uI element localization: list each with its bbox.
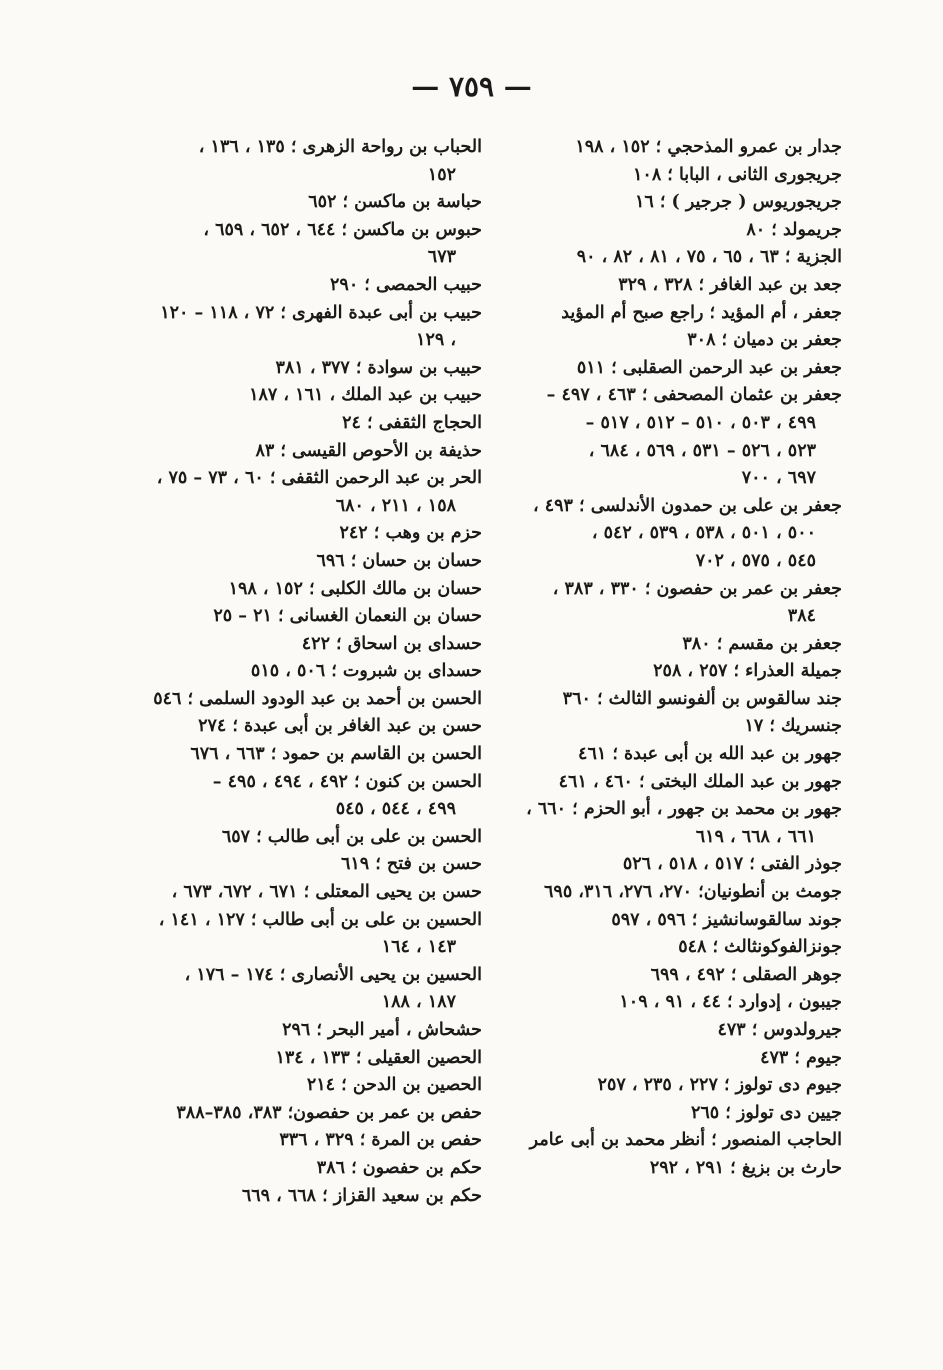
index-entry xyxy=(502,686,842,714)
index-entry-text: جعفر ، أم المؤيد ؛ راجع صبح أم المؤيد xyxy=(561,302,842,323)
index-entry-text: جهور بن عبد الله بن أبى عبدة ؛ ٤٦١ xyxy=(578,744,842,765)
index-entry xyxy=(502,189,842,217)
index-entry-text: جنسريك ؛ ١٧ xyxy=(744,716,842,737)
index-entry-text: حبوس بن ماكسن ؛ ٦٤٤ ، ٦٥٢ ، ٦٥٩ ، xyxy=(203,219,482,240)
index-entry xyxy=(502,851,842,879)
index-entry xyxy=(140,548,482,576)
index-entry-text: جهور بن عبد الملك البختى ؛ ٤٦٠ ، ٤٦١ xyxy=(558,771,842,792)
index-entry-text: جعفر بن عمر بن حفصون ؛ ٣٣٠ ، ٣٨٣ ، xyxy=(552,578,842,599)
index-entry-text: حسن بن فتح ؛ ٦١٩ xyxy=(340,854,482,875)
index-entry-text: حسان بن مالك الكلبى ؛ ١٥٢ ، ١٩٨ xyxy=(228,578,482,599)
index-entry-text: حفص بن عمر بن حفصون؛ ٣٨٣، ٣٨٥–٣٨٨ xyxy=(176,1102,482,1123)
index-entry xyxy=(502,244,842,272)
index-entry xyxy=(502,300,842,328)
index-entry-text: حسن بن يحيى المعتلى ؛ ٦٧١ ، ٦٧٢، ٦٧٣ ، xyxy=(171,882,482,903)
index-entry xyxy=(502,631,842,659)
index-entry xyxy=(140,851,482,879)
index-entry xyxy=(140,1183,482,1211)
index-entry xyxy=(140,713,482,741)
index-entry xyxy=(502,879,842,907)
index-entry xyxy=(140,631,482,659)
index-entry-text: الحسن بن أحمد بن عبد الودود السلمى ؛ ٥٤٦ xyxy=(153,688,482,709)
index-entry xyxy=(140,962,482,1017)
index-entry xyxy=(140,355,482,383)
index-entry-continuation: ٦٦١ ، ٦٦٨ ، ٦١٩ xyxy=(695,826,816,847)
page-number: — ٧٥٩ — xyxy=(411,70,532,103)
index-entry xyxy=(140,382,482,410)
index-entry-text: الحر بن عبد الرحمن الثقفى ؛ ٦٠ ، ٧٣ – ٧٥ ، xyxy=(156,468,482,489)
index-entry-continuation: ٦٧٣ xyxy=(427,247,456,268)
index-entry xyxy=(502,741,842,769)
index-entry-continuation: ، ١٢٩ xyxy=(416,330,456,351)
index-entry-text: الحصين بن الدحن ؛ ٢١٤ xyxy=(306,1075,482,1096)
index-entry-text: حبيب بن أبى عبدة الفهرى ؛ ٧٢ ، ١١٨ – ١٢٠ xyxy=(160,302,482,323)
index-entry xyxy=(502,934,842,962)
index-entry-text: جعفر بن دميان ؛ ٣٠٨ xyxy=(687,330,842,351)
index-entry-text: جريجوريوس ( جرجير ) ؛ ١٦ xyxy=(634,192,842,213)
index-entry xyxy=(140,686,482,714)
index-entry xyxy=(502,796,842,851)
index-entry xyxy=(140,410,482,438)
index-entry xyxy=(502,713,842,741)
index-entry-continuation: ١٤٣ ، ١٦٤ xyxy=(381,937,456,958)
index-entry xyxy=(502,1155,842,1183)
index-entry-text: حسن بن عبد الغافر بن أبى عبدة ؛ ٢٧٤ xyxy=(198,716,482,737)
index-entry-text: جومث بن أنطونيان؛ ٢٧٠، ٢٧٦، ٣١٦، ٦٩٥ xyxy=(544,882,842,903)
index-entry-text: جعفر بن مقسم ؛ ٣٨٠ xyxy=(682,633,842,654)
index-entry-text: حفص بن المرة ؛ ٣٢٩ ، ٣٣٦ xyxy=(279,1130,482,1151)
index-entry xyxy=(502,272,842,300)
index-entry-text: حزم بن وهب ؛ ٢٤٢ xyxy=(339,523,482,544)
index-entry xyxy=(502,962,842,990)
index-entry-continuation: ٤٩٩ ، ٥٤٤ ، ٥٤٥ xyxy=(335,799,456,820)
index-entry-text: جونزالفوكونثالث ؛ ٥٤٨ xyxy=(678,937,842,958)
index-entry-text: حبيب بن سوادة ؛ ٣٧٧ ، ٣٨١ xyxy=(275,357,482,378)
index-entry-text: جعد بن عبد الغافر ؛ ٣٢٨ ، ٣٢٩ xyxy=(618,274,842,295)
index-entry xyxy=(140,824,482,852)
index-entry xyxy=(502,1045,842,1073)
index-entry-text: حسداى بن اسحاق ؛ ٤٢٢ xyxy=(301,633,482,654)
index-entry-text: جميلة العذراء ؛ ٢٥٧ ، ٢٥٨ xyxy=(653,661,842,682)
index-entry xyxy=(502,493,842,576)
index-entry-text: حباسة بن ماكسن ؛ ٦٥٢ xyxy=(308,192,482,213)
index-entry-text: جيين دى تولوز ؛ ٢٦٥ xyxy=(690,1102,842,1123)
index-entry xyxy=(502,217,842,245)
index-entry xyxy=(502,658,842,686)
index-entry-text: جوند سالقوسانشيز ؛ ٥٩٦ ، ٥٩٧ xyxy=(611,909,842,930)
index-entry-text: جعفر بن عثمان المصحفى ؛ ٤٦٣ ، ٤٩٧ – xyxy=(546,385,842,406)
index-entry-continuation: ٣٨٤ xyxy=(787,606,816,627)
index-entry-text: حسان بن النعمان الغسانى ؛ ٢١ – ٢٥ xyxy=(213,606,482,627)
index-entry-text: الحسن بن على بن أبى طالب ؛ ٦٥٧ xyxy=(221,826,482,847)
index-entry xyxy=(502,1127,842,1155)
index-entry-text: جند سالقوس بن ألفونسو الثالث ؛ ٣٦٠ xyxy=(562,688,842,709)
index-entry xyxy=(140,1100,482,1128)
index-entry-text: جيوم دى تولوز ؛ ٢٢٧ ، ٢٣٥ ، ٢٥٧ xyxy=(597,1075,842,1096)
index-entry xyxy=(502,907,842,935)
index-entry-text: الحباب بن رواحة الزهرى ؛ ١٣٥ ، ١٣٦ ، xyxy=(198,137,482,157)
index-entry xyxy=(140,658,482,686)
index-entry-text: جوهر الصقلى ؛ ٤٩٢ ، ٦٩٩ xyxy=(650,964,842,985)
index-entry-text: الحاجب المنصور ؛ أنظر محمد بن أبى عامر xyxy=(529,1130,842,1151)
index-entry xyxy=(502,1072,842,1100)
index-entry-text: حكم بن سعيد القزاز ؛ ٦٦٨ ، ٦٦٩ xyxy=(241,1185,482,1206)
index-entry xyxy=(502,327,842,355)
index-entry xyxy=(502,769,842,797)
index-entry-text: حارث بن بزيغ ؛ ٢٩١ ، ٢٩٢ xyxy=(649,1157,842,1178)
index-entry-text: حكم بن حفصون ؛ ٣٨٦ xyxy=(316,1157,482,1178)
index-entry-text: حشحاش ، أمير البحر ؛ ٢٩٦ xyxy=(282,1020,482,1040)
index-entry-text: جهور بن محمد بن جهور ، أبو الحزم ؛ ٦٦٠ ، xyxy=(526,799,842,820)
index-entry xyxy=(140,907,482,962)
index-entry-text: جيبون ، إدوارد ؛ ٤٤ ، ٩١ ، ١٠٩ xyxy=(619,992,842,1013)
index-entry-continuation: ٥٤٥ ، ٥٧٥ ، ٧٠٢ xyxy=(695,550,816,571)
index-entry-text: حسداى بن شبروت ؛ ٥٠٦ ، ٥١٥ xyxy=(250,661,482,682)
index-entry-continuation: ٥٢٣ ، ٥٢٦ – ٥٣١ ، ٥٦٩ ، ٦٨٤ ، xyxy=(588,440,816,461)
index-entry-text: الحسن بن القاسم بن حمود ؛ ٦٦٣ ، ٦٧٦ xyxy=(190,744,482,765)
index-entry-continuation: ٤٩٩ ، ٥٠٣ ، ٥١٠ – ٥١٢ ، ٥١٧ – xyxy=(585,412,816,433)
index-entry xyxy=(502,576,842,631)
index-column-right xyxy=(502,134,842,1183)
index-entry xyxy=(502,162,842,190)
index-entry-text: جوذر الفتى ؛ ٥١٧ ، ٥١٨ ، ٥٢٦ xyxy=(622,854,842,875)
index-entry-text: جعفر بن عبد الرحمن الصقلبى ؛ ٥١١ xyxy=(576,357,842,378)
index-entry xyxy=(140,1127,482,1155)
index-entry-text: جدار بن عمرو المذحجي ؛ ١٥٢ ، ١٩٨ xyxy=(575,137,842,157)
index-entry-text: الحسين بن يحيى الأنصارى ؛ ١٧٤ – ١٧٦ ، xyxy=(184,964,482,985)
index-entry-continuation: ١٥٢ xyxy=(427,164,456,185)
index-entry xyxy=(502,1017,842,1045)
index-entry-text: الجزية ؛ ٦٣ ، ٦٥ ، ٧٥ ، ٨١ ، ٨٢ ، ٩٠ xyxy=(576,247,842,268)
index-entry xyxy=(140,1155,482,1183)
index-entry-text: الحسن بن كنون ؛ ٤٩٢ ، ٤٩٤ ، ٤٩٥ – xyxy=(212,771,482,792)
index-entry xyxy=(140,300,482,355)
index-entry xyxy=(140,272,482,300)
index-entry-text: حسان بن حسان ؛ ٦٩٦ xyxy=(316,550,482,571)
index-entry-text: الحسين بن على بن أبى طالب ؛ ١٢٧ ، ١٤١ ، xyxy=(158,909,482,930)
index-entry-text: حبيب بن عبد الملك ، ١٦١ ، ١٨٧ xyxy=(249,385,482,406)
index-entry-text: جيرولدوس ؛ ٤٧٣ xyxy=(717,1020,842,1040)
index-entry-text: جريجورى الثانى ، البابا ؛ ١٠٨ xyxy=(633,164,842,185)
index-entry xyxy=(140,741,482,769)
index-column-left xyxy=(140,134,482,1210)
index-entry-text: حذيفة بن الأحوص القيسى ؛ ٨٣ xyxy=(255,440,482,461)
index-entry xyxy=(140,438,482,466)
index-entry-text: جريمولد ؛ ٨٠ xyxy=(746,219,842,240)
index-entry xyxy=(140,576,482,604)
index-entry-continuation: ١٨٧ ، ١٨٨ xyxy=(381,992,456,1013)
index-entry-text: الحجاج الثقفى ؛ ٢٤ xyxy=(342,412,482,433)
index-entry-text: جيوم ؛ ٤٧٣ xyxy=(760,1047,842,1068)
index-entry xyxy=(140,134,482,189)
index-entry xyxy=(140,769,482,824)
index-entry-continuation: ٦٩٧ ، ٧٠٠ xyxy=(741,468,816,489)
index-entry xyxy=(502,355,842,383)
index-entry-text: حبيب الحمصى ؛ ٢٩٠ xyxy=(330,274,482,295)
index-entry-continuation: ٥٠٠ ، ٥٠١ ، ٥٣٨ ، ٥٣٩ ، ٥٤٢ ، xyxy=(591,523,816,544)
index-entry xyxy=(140,217,482,272)
index-entry xyxy=(502,382,842,492)
index-entry xyxy=(140,1072,482,1100)
index-entry xyxy=(502,1100,842,1128)
index-entry xyxy=(140,1045,482,1073)
index-entry xyxy=(140,520,482,548)
index-entry xyxy=(140,189,482,217)
index-entry xyxy=(140,603,482,631)
index-entry xyxy=(140,465,482,520)
index-entry-text: الحصين العقيلى ؛ ١٣٣ ، ١٣٤ xyxy=(275,1047,482,1068)
index-entry-continuation: ١٥٨ ، ٢١١ ، ٦٨٠ xyxy=(335,495,456,516)
index-entry xyxy=(502,989,842,1017)
index-entry xyxy=(140,1017,482,1045)
index-entry xyxy=(502,134,842,162)
index-entry-text: جعفر بن على بن حمدون الأندلسى ؛ ٤٩٣ ، xyxy=(533,495,842,516)
index-entry xyxy=(140,879,482,907)
